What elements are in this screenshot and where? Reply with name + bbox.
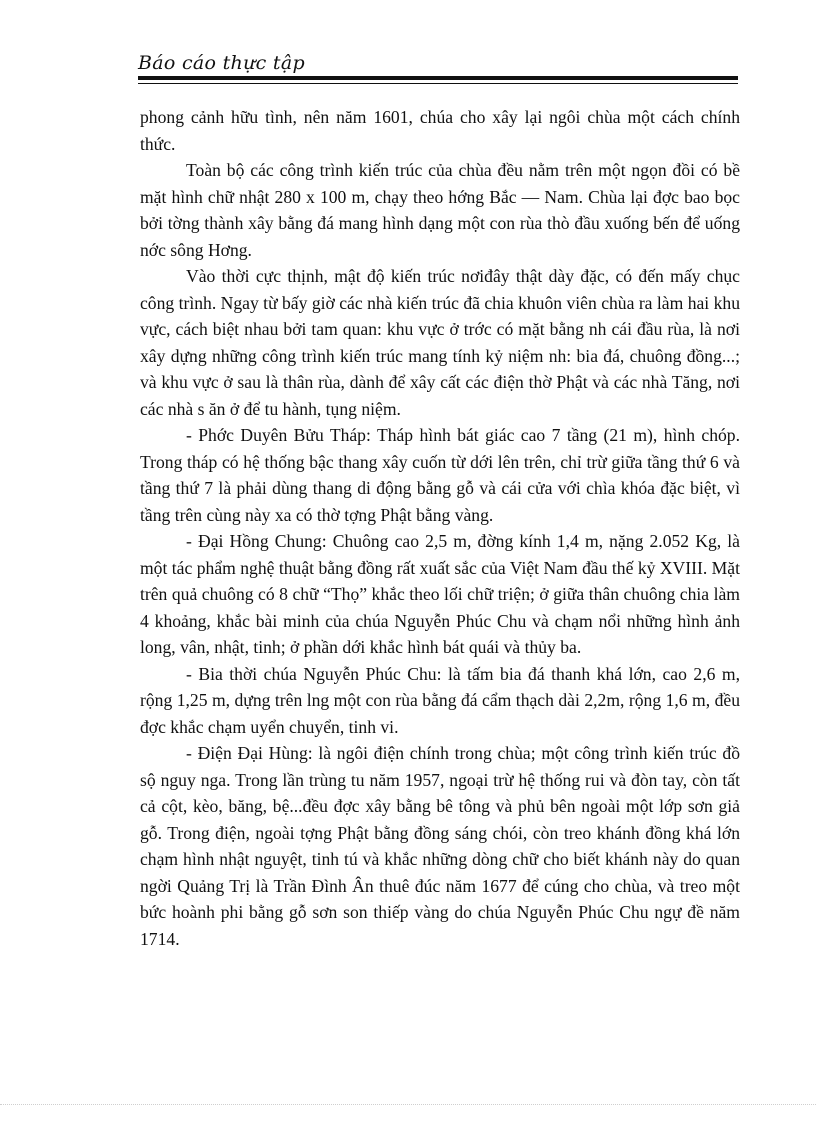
list-item-dai-hung-hall: - Điện Đại Hùng: là ngôi điện chính trong chùa; một công trình kiến trúc đồ sộ nguy nga. Trong lần trùng tu năm 1957, ngoại trừ hệ thống rui và đòn tay, còn tất cả cột, kèo, băng, bệ...đều đợc xây bằng bê tông và phủ bên ngoài một lớp sơn giả gỗ. Trong điện, ngoài tợng Phật bằng đồng sáng chói, còn treo khánh đồng khá lớn chạm hình nhật nguyệt, tinh tú và khắc những dòng chữ cho biết khánh này do quan ngời Quảng Trị là Trần Đình Ân thuê đúc năm 1677 để cúng cho chùa, và treo một bức hoành phi bằng gỗ sơn son thiếp vàng do chúa Nguyễn Phúc Chu ngự đề năm 1714. [140, 743, 740, 949]
paragraph-continuation: phong cảnh hữu tình, nên năm 1601, chúa cho xây lại ngôi chùa một cách chính thức. [140, 107, 740, 154]
paragraph-architecture: Toàn bộ các công trình kiến trúc của chùa đều nằm trên một ngọn đồi có bề mặt hình chữ nhật 280 x 100 m, chạy theo hớng Bắc — Nam. Chùa lại đợc bao bọc bởi tờng thành xây bằng đá mang hình dạng một con rùa thò đầu xuống bến để uống nớc sông Hơng. [140, 160, 740, 260]
header-title: Báo cáo thực tập [138, 52, 305, 74]
list-item-stele: - Bia thời chúa Nguyễn Phúc Chu: là tấm bia đá thanh khá lớn, cao 2,6 m, rộng 1,25 m, dựng trên lng một con rùa bằng đá cẩm thạch dài 2,2m, rộng 1,6 m, đều đợc khắc chạm uyển chuyển, tinh vi. [140, 663, 740, 737]
header-rule-thin [138, 83, 738, 84]
footer-dotted-border [0, 1104, 816, 1106]
list-item-phuoc-duyen-tower: - Phớc Duyên Bửu Tháp: Tháp hình bát giác cao 7 tầng (21 m), hình chóp. Trong tháp có hệ thống bậc thang xây cuốn từ dới lên trên, chỉ trừ giữa tầng thứ 6 và tầng thứ 7 là phải dùng thang di động bằng gỗ và cái cửa với chìa khóa đặc biệt, vì tầng trên cùng này xa có thờ tợng Phật bằng vàng. [140, 425, 740, 525]
page-header [138, 52, 738, 84]
list-item-great-bell: - Đại Hồng Chung: Chuông cao 2,5 m, đờng kính 1,4 m, nặng 2.052 Kg, là một tác phẩm nghệ thuật bằng đồng rất xuất sắc của Việt Nam đầu thế kỷ XVIII. Mặt trên quả chuông có 8 chữ “Thọ” khắc theo lối chữ triện; ở giữa thân chuông chia làm 4 khoảng, khắc bài minh của chúa Nguyễn Phúc Chu và chạm nổi những hình ảnh long, vân, nhật, tinh; ở phần dới khắc hình bát quái và thủy ba. [140, 531, 740, 657]
document-body [140, 104, 740, 952]
header-rule-thick [138, 76, 738, 80]
paragraph-layout: Vào thời cực thịnh, mật độ kiến trúc nơiđây thật dày đặc, có đến mấy chục công trình. Ngay từ bấy giờ các nhà kiến trúc đã chia khuôn viên chùa ra làm hai khu vực, cách biệt nhau bởi tam quan: khu vực ở trớc có mặt bằng nh cái đầu rùa, là nơi xây dựng những công trình kiến trúc mang tính kỷ niệm nh: bia đá, chuông đồng...; và khu vực ở sau là thân rùa, dành để xây cất các điện thờ Phật và các nhà Tăng, nơi các nhà s ăn ở để tu hành, tụng niệm. [140, 266, 740, 419]
